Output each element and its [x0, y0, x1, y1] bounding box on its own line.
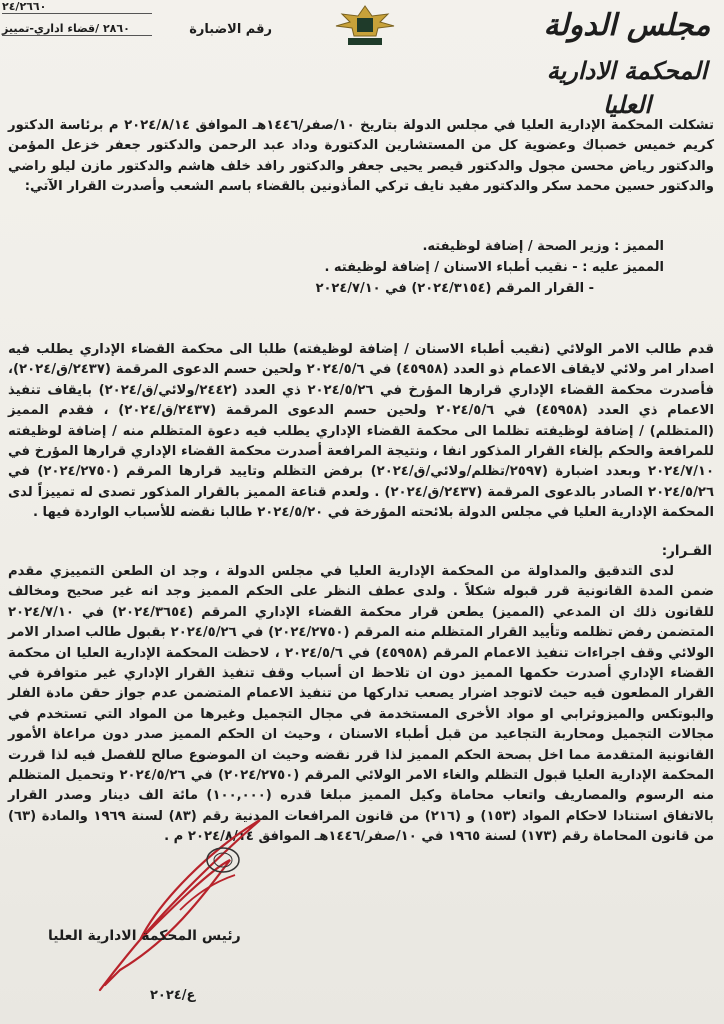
panel-composition-paragraph: تشكلت المحكمة الإدارية العليا في مجلس الدولة بتاريخ ١٠/صفر/١٤٤٦هـ الموافق ٢٠٢٤/٨/١٤ م برئاسة الدكتور كريم خميس خصباك وعضوية كل من المستشارين الدكتورة وداد عبد الرحمن والدكتور جعفر خزعل المؤمن والدكتور رياض محسن مجول والدكتور قيصر يحيى جعفر والدكتور رافد خلف هاشم والدكتور مازن ليلو راضي والدكتور حسين محمد سكر والدكتور مفيد نايف تركي المأذونين بالقضاء باسم الشعب وأصدرت القرار الآتي: [8, 118, 715, 195]
file-number-value: ٢٨٦٠ /قضاء اداري-تمييز [2, 22, 152, 36]
appellant-line: المميز : وزير الصحة / إضافة لوظيفته. [422, 239, 664, 254]
institution-name-top: مجلس الدولة [543, 8, 711, 43]
state-emblem-icon [330, 2, 400, 48]
respondent-line: المميز عليه : - نقيب أطباء الاسنان / إضافة لوظيفته . [324, 260, 664, 275]
decision-reference-line: - القرار المرقم (٢٠٢٤/٣١٥٤) في ٢٠٢٤/٧/١٠ [315, 281, 594, 296]
decision-paragraph: لدى التدقيق والمداولة من المحكمة الإدارية العليا في مجلس الدولة ، وجد ان الطعن التمييزي مقدم ضمن المدة القانونية قرر قبوله شكلاً . ولدى عطف النظر على الحكم المميز وجد انه غير صحيح ومخالف للقانون ذلك ان المدعي (المميز) يطعن قرار محكمة القضاء الإداري المرقم (٢٠٢٤/٣٦٥٤) في ٢٠٢٤/٧/١٠ المتضمن رفض تظلمه وتأييد القرار المتظلم منه المرقم (٢٠٢٤/٢٧٥٠) في ٢٠٢٤/٥/٢٦ بقبول طالب اصدار الامر الولائي وقف اجراءات تنفيذ الاعمام المرقم (٤٥٩٥٨) في ٢٠٢٤/٥/٦ ، لاحظت المحكمة الإدارية العليا ان محكمة القضاء الإداري أصدرت حكمها المميز دون ان تلاحظ ان أسباب وقف تنفيذ القرار الإداري غير متوافرة في القرار المطعون فيه حيث لاتوجد اضرار يصعب تداركها من تنفيذ الاعمام المتضمن عدم جواز حقن مادة الفلر والبوتكس والميزوثرابي او مواد الأخرى المستخدمة في مجال التجميل وغيرها من المواد التي تستخدم في مجالات التجميل ومحاربة التجاعيد من قبل أطباء الاسنان ، وحيث ان الحكم المميز صدر دون مراعاة الأمور القانونية المتقدمة مما اخل بصحة الحكم المميز لذا قرر نقضه وحيث ان الموضوع صالح للفصل فيه لذا قررت المحكمة الإدارية العليا قبول التظلم والغاء الامر الولائي المرقم (٢٠٢٤/٢٧٥٠) في ٢٠٢٤/٥/٢٦ وتحميل المتظلم منه الرسوم والمصاريف واتعاب محاماة وكيل المميز مبلغا قدره (١٠٠,٠٠٠) مائة الف دينار وصدر القرار بالاتفاق استنادا لاحكام المواد (١٥٣) و (٢١٦) من قانون المرافعات المدنية رقم (٨٣) لسنة ١٩٦٩ والمادة (٦٣) من قانون المحاماة رقم (١٧٣) لسنة ١٩٦٥ في ١٠/صفر/١٤٤٦هـ الموافق ٢٠٢٤/٨/١٤ م . [8, 564, 715, 845]
letterhead-institution [542, 6, 712, 122]
parties-block [184, 236, 664, 299]
case-facts-paragraph: قدم طالب الامر الولائي (نقيب أطباء الاسنان / إضافة لوظيفته) طلبا الى محكمة القضاء الإداري يطلب فيه اصدار امر ولائي لايقاف الاعمام ذو العدد (٤٥٩٥٨) في ٢٠٢٤/٥/٦ ولحين حسم الدعوى المرقمة (٢٤٣٧/ق/٢٠٢٤)، فأصدرت محكمة القضاء الإداري قرارها المؤرخ في ٢٠٢٤/٥/٢٦ ذي العدد (٢٤٤٢/ولائي/ق/٢٠٢٤) بايقاف تنفيذ الاعمام ذي العدد (٤٥٩٥٨) في ٢٠٢٤/٥/٦ ولحين حسم الدعوى المرقمة (٢٤٣٧/ق/٢٠٢٤) ، فقدم المميز (المتظلم) / إضافة لوظيفته تظلما الى محكمة القضاء الإداري يطلب فيه دعوة المتظلم منه / إضافة لوظيفته للمرافعة والحكم بإلغاء القرار المذكور انفا ، ونتيجة المرافعة أصدرت محكمة القضاء الإداري قرارها المؤرخ في ٢٠٢٤/٧/١٠ وبعدد اضبارة (٢٥٩٧/تظلم/ولائي/ق/٢٠٢٤) برفض التظلم وتاييد قرارها المرقم (٢٠٢٤/٢٧٥٠) في ٢٠٢٤/٥/٢٦ الصادر بالدعوى المرقمة (٢٤٣٧/ق/٢٠٢٤) . ولعدم قناعة المميز بالقرار المذكور تصدى له تمييزاً لدى المحكمة الإدارية العليا في مجلس الدولة بلائحته المؤرخة في ٢٠٢٤/٥/٢٠ طالبا نقضه للأسباب الواردة فيها . [8, 342, 715, 521]
official-seal-icon [205, 846, 241, 874]
file-number-label: رقم الاضبارة [189, 22, 272, 37]
header-top-partial: ٢٤/٢٦٦٠ [2, 0, 152, 14]
document-reference: ع/٢٠٢٤ [150, 988, 196, 1003]
file-number-block [2, 0, 272, 44]
institution-name-bottom: المحكمة الادارية العليا [546, 56, 708, 119]
handwritten-signature [60, 790, 290, 1010]
decision-heading: القـرار: [661, 543, 712, 559]
signer-title: رئيس المحكمة الادارية العليا [48, 928, 241, 944]
